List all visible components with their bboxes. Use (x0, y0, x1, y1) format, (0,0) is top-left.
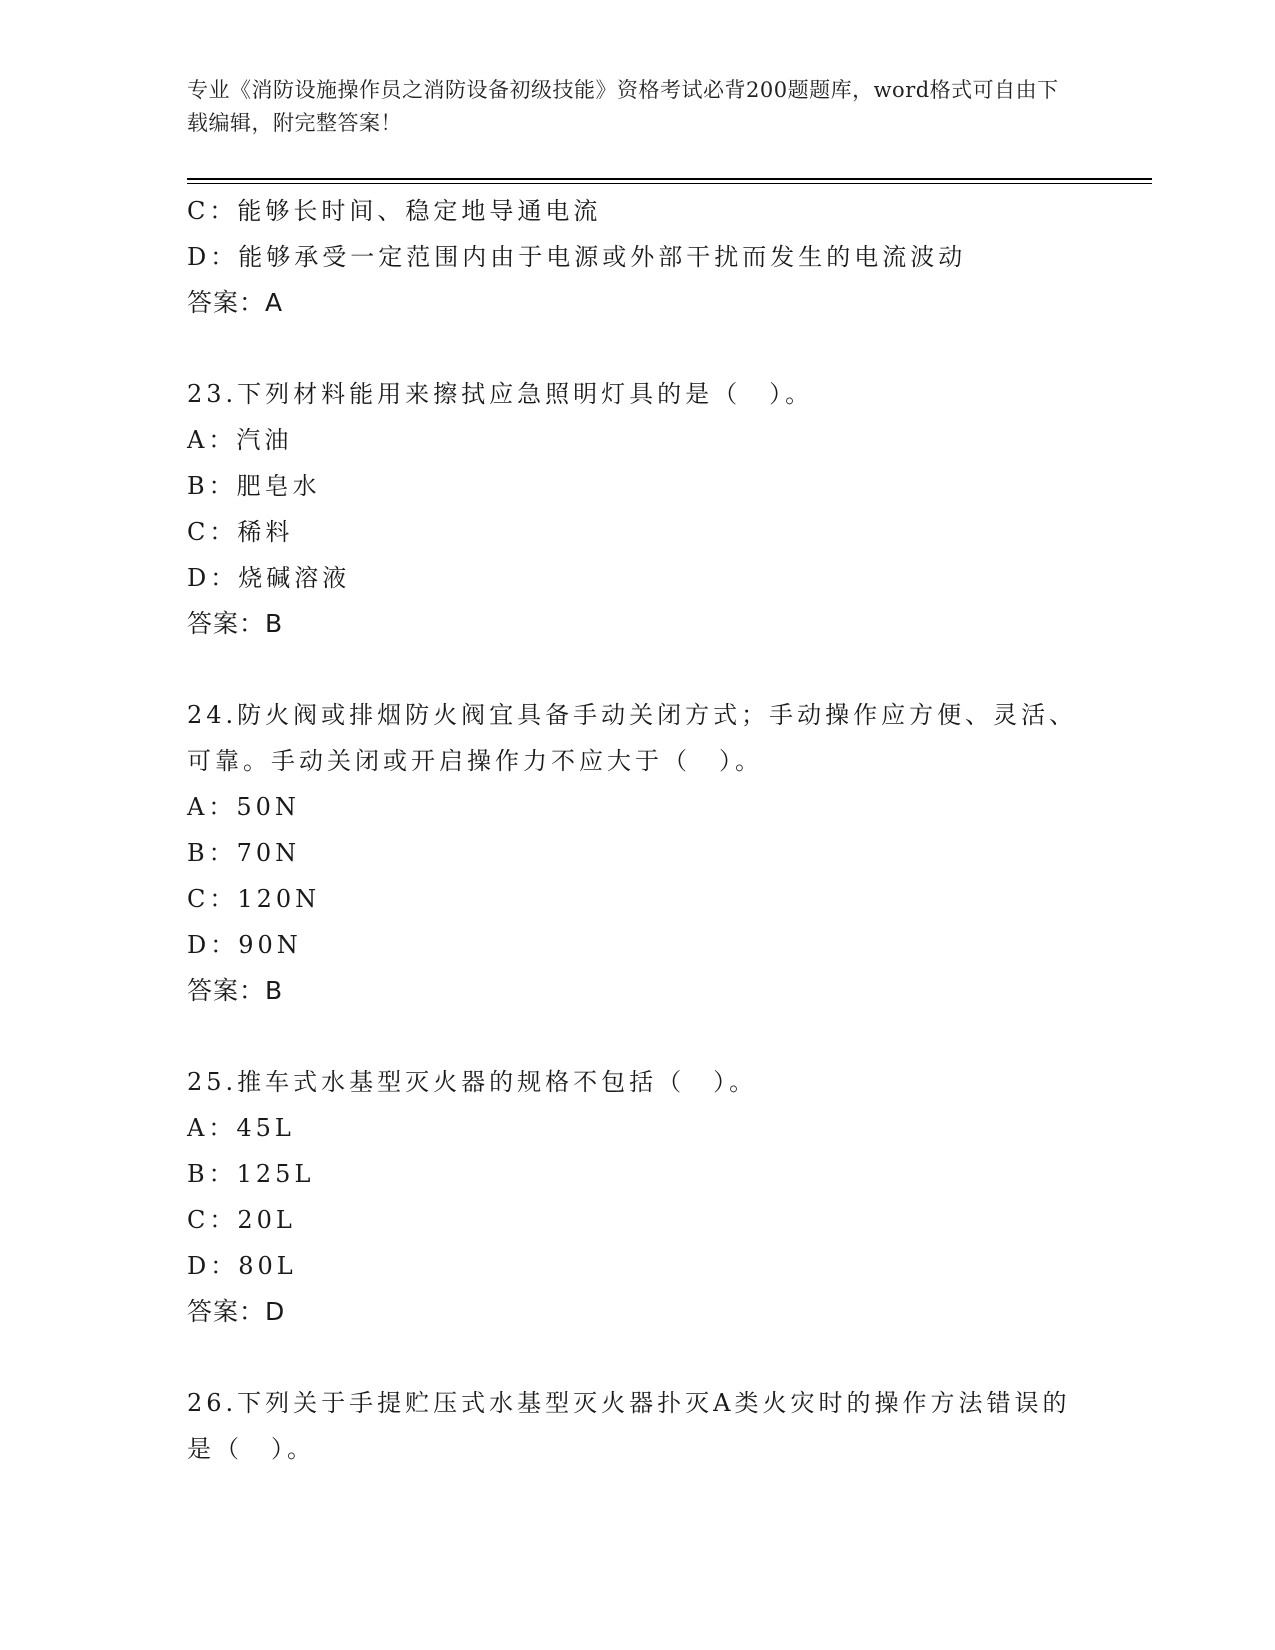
option-label: C： (187, 197, 238, 225)
option-text: 120N (237, 885, 321, 913)
option-label: C： (187, 885, 238, 913)
question-stem-26: 26.下列关于手提贮压式水基型灭火器扑灭A类火灾时的操作方法错误的是（ ）。 (187, 1389, 1071, 1463)
option-label: D： (187, 243, 239, 271)
option-label: A： (187, 426, 237, 454)
header-divider-thin (187, 183, 1152, 184)
option-text: 稀料 (237, 518, 294, 546)
option-d (187, 922, 1087, 968)
option-label: C： (187, 518, 238, 546)
option-text: 70N (236, 839, 301, 867)
option-text: 汽油 (236, 426, 293, 454)
question-stem-23: 23.下列材料能用来擦拭应急照明灯具的是（ ）。 (187, 380, 814, 408)
option-c (187, 876, 1087, 922)
answer: 答案：B (187, 976, 284, 1005)
option-b (187, 830, 1087, 876)
option-label: D： (187, 564, 239, 592)
option-text: 肥皂水 (236, 472, 321, 500)
option-d (187, 555, 1087, 601)
option-c (187, 1197, 1087, 1243)
option-label: B： (187, 839, 237, 867)
option-label: A： (187, 793, 237, 821)
option-a (187, 1105, 1087, 1151)
option-text: 125L (236, 1160, 315, 1188)
option-b (187, 1151, 1087, 1197)
option-text: 20L (237, 1206, 296, 1234)
option-text: 80L (238, 1252, 297, 1280)
option-label: C： (187, 1206, 238, 1234)
option-label: D： (187, 931, 239, 959)
question-stem-24: 24.防火阀或排烟防火阀宜具备手动关闭方式；手动操作应方便、灵活、可靠。手动关闭或开启操作力不应大于（ ）。 (187, 701, 1078, 775)
option-label: A： (187, 1114, 237, 1142)
header-divider-thick (187, 178, 1152, 180)
option-d (187, 1243, 1087, 1289)
question-content (187, 188, 1087, 1472)
answer: 答案：B (187, 609, 284, 638)
option-text: 90N (238, 931, 302, 959)
option-text: 45L (236, 1114, 295, 1142)
document-header: 专业《消防设施操作员之消防设备初级技能》资格考试必背200题题库，word格式可自由下载编辑，附完整答案！ (187, 78, 1059, 135)
option-text: 烧碱溶液 (238, 564, 351, 592)
option-label: B： (187, 1160, 237, 1188)
answer: 答案：D (187, 1297, 286, 1326)
option-text: 能够长时间、稳定地导通电流 (237, 197, 602, 225)
option-label: D： (187, 1252, 239, 1280)
option-text: 50N (236, 793, 300, 821)
question-stem-25: 25.推车式水基型灭火器的规格不包括（ ）。 (187, 1068, 758, 1096)
option-label: B： (187, 472, 237, 500)
option-a (187, 417, 1087, 463)
option-c (187, 509, 1087, 555)
option-a (187, 784, 1087, 830)
answer: 答案：A (187, 288, 284, 317)
option-b (187, 463, 1087, 509)
option-c (187, 188, 1087, 234)
option-text: 能够承受一定范围内由于电源或外部干扰而发生的电流波动 (238, 243, 967, 271)
option-d (187, 234, 1087, 280)
